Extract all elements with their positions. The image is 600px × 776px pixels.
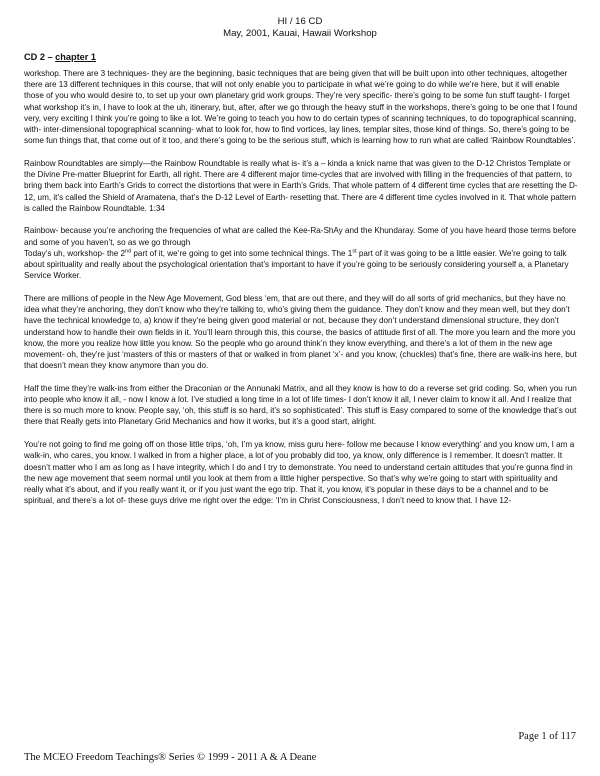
footer-series: The MCEO Freedom Teachings® Series © 1999 - 2011 A & A Deane: [24, 752, 317, 763]
paragraph-1: workshop. There are 3 techniques- they are the beginning, basic techniques that are being given that will be built upon into other techniques, altogether there are 13 different techniques in this course, that will not only enable you to participate in what we’re going to do while we’re here, but it will enable those of you who would desire to, to set up your own planetary grid work groups. They’re very specific- there’s going to be some fun stuff taught- I forget what workshop it’s in, I have to look at the uh, itinerary, but, after, after we go through the heavy stuff in the workshops, there’s going to be one that I found very, very exciting I think you’re going to like a lot. We’re going to teach you how to do certain types of scanning techniques, to do topographical scanning, with- inter-dimensional topographical scanning- what to look for, how to find vortices, lay lines, templar sites, those kind of things. So, there’s going to be some fun things that, that come out of it too, and there’s going to be the serious stuff, which is learning how to run what are called ‘Rainbow Roundtables’.: [24, 69, 578, 146]
paragraph-4: There are millions of people in the New Age Movement, God bless ‘em, that are out there, and they will do all sorts of grid mechanics, but they have no idea what they’re anchoring, they don’t know who they’re talking to, who’s giving them the guidance. They don’t know and they mean well, but they don’t have the technical knowledge to, a) know if they’re being given good material or not, because they don’t understand dimensional structure, they don’t understand how to handle their own fields in it. You’ll learn through this, this course, the basics of attitude first of all. The more you learn and the more you know, the more you realize how little you know. So the people who go around think’n they know everything, and there’s a lot of them in the new age movement- oh, they’re just ‘masters of this or masters of that or walked in from planet ‘x’- and you know, (chuckles) that’s fine, there are walk-ins here, but that doesn’t mean they know anymore than you do.: [24, 293, 577, 371]
today-part-2: part of it, we’re going to get into some technical things. The 1: [131, 248, 353, 258]
page-header: [0, 16, 600, 40]
paragraph-2: Rainbow Roundtables are simply—the Rainbow Roundtable is really what is- it’s a – kinda a knick name that was given to the D-12 Christos Template or the Divine Pre-matter Blueprint for Earth, all right. There are 4 different major time-cycles that are involved with filling in the frequencies of that pattern, to bring them back into Earth’s Grids to correct the distortions that were in Earth’s Grids. That whole pattern of 4 different time cycles that are resetting the D-12, um, it’s called the Shield of Aramatena, that’s the D-12 Level of Earth- resetting that. There are 4 different time cycles involved in it. That whole pattern is called the Rainbow Roundtable. 1:34: [24, 158, 578, 213]
today-sup-1: nd: [125, 248, 132, 255]
chapter-heading: [24, 51, 96, 63]
document-body: [24, 68, 578, 518]
paragraph-3: [24, 225, 578, 281]
header-line-1: HI / 16 CD: [277, 16, 323, 27]
chapter-title: chapter 1: [55, 52, 97, 62]
page-number: Page 1 of 117: [518, 731, 576, 742]
paragraph-5: Half the time they’re walk-ins from either the Draconian or the Annunaki Matrix, and all they know is how to do a reverse set grid coding. So, when you run into people who know it all, - now I know a lot. I’ve studied a long time in a lot of life times- I don’t know it all, I never claim to know it all. And I realize that there is so much more to know. People say, ‘oh, this stuff is so hard, it’s so sophisticated’. This stuff is Easy compared to some of the knowledge that’s out there that Really gets into Planetary Grid Mechanics and how it works, but it’s a good start, alright.: [24, 383, 577, 427]
today-part-1: Today’s uh, workshop- the 2: [24, 248, 126, 258]
today-sup-2: st: [352, 248, 357, 255]
chapter-prefix: CD 2 –: [24, 52, 56, 62]
paragraph-6: You’re not going to find me going off on those little trips, ‘oh, I’m ya know, miss guru here- follow me because I know everything’ and you know um, I am a walk-in, who cares, you know. I walked in from a higher place, a lot of you probably did too, ya know, only difference is I remember. It doesn’t matter. It doesn’t matter who I am as long as I have integrity, which I do and I try to demonstrate. You need to understand certain attitudes that you’re gunna find in the new age movement that seem normal until you look at them from a little higher perspective. So that’s why we’re going to start with spirituality and really what it’s about, and if you really want it, or if you just want the ego trip. That it, you know, it’s popular in these days to be a channel and to be spiritual, and there’s a lot of- these guys drive me right over the edge: ‘I’m in Christ Consciousness, I don’t need to know that. I have 12-: [24, 440, 575, 506]
today-part-3: part of it was going to be a little easier. We’re going to talk about spirituality and really about the psychological orientation that’s important to have if you’re going to be seriously considering yourself a, a Planetary Service Worker.: [24, 248, 569, 281]
header-line-2: May, 2001, Kauai, Hawaii Workshop: [223, 28, 377, 39]
paragraph-3-text: Rainbow- because you’re anchoring the frequencies of what are called the Kee-Ra-ShAy and the Khundaray. Some of you have heard those terms before and some of you haven’t, so as we go through: [24, 226, 577, 247]
